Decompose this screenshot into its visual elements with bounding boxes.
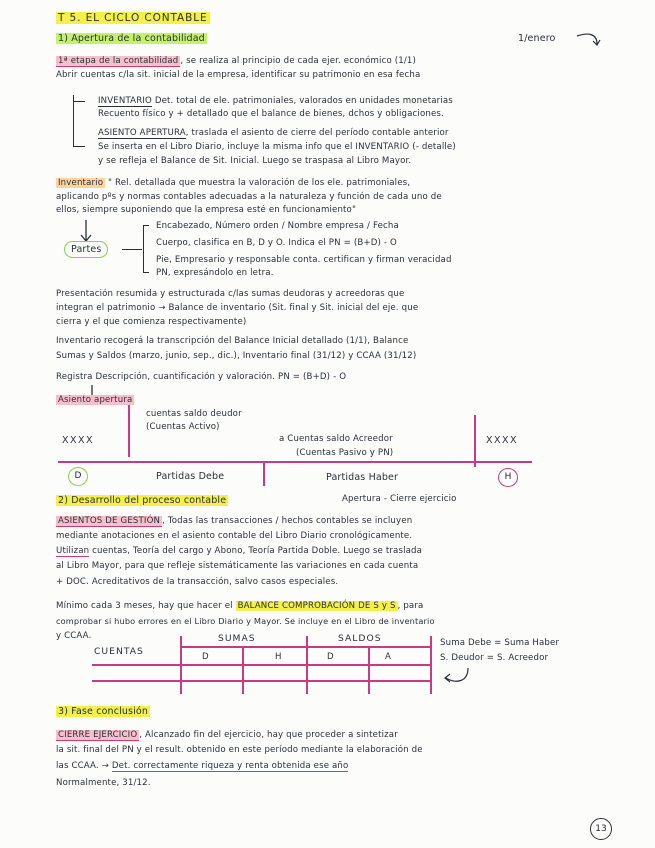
- presentacion-line-2: integran el patrimonio → Balance de inventario (Sit. final y Sit. inicial del eje. que: [56, 303, 419, 313]
- gestion-line-2: mediante anotaciones en el asiento contable del Libro Diario cronológicamente.: [56, 531, 413, 541]
- section-3-heading: [56, 706, 150, 717]
- asiento-def-2: Se inserta en el Libro Diario, incluye la misma info que el INVENTARIO (- detalle): [98, 142, 456, 152]
- partes-label: Partes: [71, 244, 102, 255]
- haber-circle: [498, 468, 518, 487]
- haber-circle-text: H: [504, 472, 512, 482]
- partes-item-encabezado: Encabezado, Número orden / Nombre empresa / Fecha: [156, 221, 399, 231]
- stage-lead: 1ª etapa de la contabilidad: [58, 56, 179, 66]
- section-2-heading-text: 2) Desarrollo del proceso contable: [58, 495, 227, 506]
- gestion-line-5: + DOC. Acreditativos de la transacción, salvo casos especiales.: [56, 577, 339, 587]
- asiento-apertura-heading: [56, 395, 134, 406]
- presentacion-line-1: Presentación resumida y estructurada c/las sumas deudoras y acreedoras que: [56, 289, 405, 299]
- stage-line-2: Abrir cuentas c/la sit. inicial de la empresa, identificar su patrimonio en esa fecha: [56, 70, 421, 80]
- table-note-2: S. Deudor = S. Acreedor: [440, 653, 549, 663]
- date-arrow-icon: [575, 30, 605, 50]
- asiento-credit-title: a Cuentas saldo Acreedor: [279, 434, 393, 444]
- balance-line-3: y CCAA.: [56, 631, 92, 641]
- table-col-5: [430, 636, 432, 694]
- table-line-2: [92, 664, 430, 666]
- partes-item-cuerpo: Cuerpo, clasifica en B, D y O. Indica el PN = (B+D) - O: [156, 238, 397, 248]
- cierre-line-4: Normalmente, 31/12.: [56, 778, 151, 788]
- section-1-heading: [56, 33, 207, 44]
- asiento-left-divider: [128, 405, 130, 457]
- table-col-2: [242, 648, 244, 694]
- partes-item-pie: Pie, Empresario y responsable conta. certifican y firman veracidad: [156, 255, 452, 265]
- page-number-text: 13: [595, 824, 607, 834]
- inventario-quote-rest: " Rel. detallada que muestra la valoración de los ele. patrimoniales,: [105, 178, 411, 188]
- table-note-1: Suma Debe = Suma Haber: [440, 638, 560, 648]
- registra-line: Registra Descripción, cuantificación y valoración. PN = (B+D) - O: [56, 372, 347, 382]
- partes-brace: [143, 225, 144, 273]
- stage-line-1: [56, 56, 416, 67]
- balance-highlight: BALANCE COMPROBACIÓN DE S y S: [237, 601, 396, 611]
- date-note: 1/enero: [518, 33, 556, 44]
- balance-line-1: [56, 601, 423, 612]
- down-arrow-icon: [79, 219, 93, 243]
- th-sumas-h: H: [275, 652, 282, 662]
- th-sumas: SUMAS: [218, 633, 256, 644]
- inventario-rest: Det. total de ele. patrimoniales, valorados en unidades monetarias: [151, 96, 453, 106]
- section-3-heading-text: 3) Fase conclusión: [58, 706, 149, 717]
- balance-line-1-a: Mínimo cada 3 meses, hay que hacer el: [56, 601, 236, 611]
- partidas-debe: Partidas Debe: [156, 471, 225, 482]
- th-saldos-d: D: [327, 652, 334, 662]
- cierre-line-3: [56, 761, 348, 772]
- gestion-lead: ASIENTOS DE GESTIÓN: [58, 516, 161, 526]
- partidas-haber: Partidas Haber: [326, 472, 399, 483]
- asiento-credit-sub: (Cuentas Pasivo y PN): [296, 448, 394, 458]
- bracket-tick-1: [73, 101, 85, 102]
- stage-rest: , se realiza al principio de cada ejer. económico (1/1): [180, 56, 417, 66]
- partidas-divider: [263, 462, 265, 486]
- section-2-side-note: Apertura - Cierre ejercicio: [342, 494, 457, 504]
- gestion-line-3-rest: cuentas, Teoría del cargo y Abono, Teoría Partida Doble. Luego se traslada: [89, 546, 423, 556]
- th-saldos: SALDOS: [338, 633, 382, 644]
- inventario-quote-1: [56, 178, 410, 189]
- curved-arrow-icon: [442, 666, 472, 688]
- table-col-4: [368, 648, 370, 694]
- bracket-line: [73, 95, 74, 147]
- inventario-def-1: [98, 96, 453, 107]
- asiento-lead: ASIENTO APERTURA: [98, 128, 186, 138]
- debe-circle-text: D: [74, 471, 82, 481]
- cierre-line-2: la sit. final del PN y el result. obtenido en este período mediante la elaboración de: [56, 745, 423, 755]
- table-line-1: [180, 646, 430, 648]
- bracket-tick-2: [73, 146, 85, 147]
- gestion-utilizan: Utilizan: [56, 546, 90, 556]
- balance-line-1-b: , para: [397, 601, 424, 611]
- title-text: T 5. EL CICLO CONTABLE: [58, 12, 208, 24]
- inventario-def-2: Recuento físico y + detallado que el balance de bienes, dchos y obligaciones.: [98, 109, 444, 119]
- asiento-baseline: [58, 461, 532, 463]
- asiento-def-1: [98, 128, 449, 139]
- th-cuentas: CUENTAS: [94, 646, 144, 657]
- asiento-rest: , traslada el asiento de cierre del período contable anterior: [185, 128, 449, 138]
- table-line-3: [92, 680, 430, 682]
- page-number: [590, 818, 612, 840]
- gestion-rest: , Todas las transacciones / hechos contables se incluyen: [162, 516, 413, 526]
- gestion-line-3: [56, 546, 422, 557]
- asiento-left-code: XXXX: [62, 435, 95, 446]
- gestion-line-1: [56, 516, 412, 527]
- th-sumas-d: D: [202, 652, 209, 662]
- balance-line-2: comprobar si hubo errores en el Libro Diario y Mayor. Se incluye en el Libro de inventario: [56, 616, 435, 626]
- cierre-rest: , Alcanzado fin del ejercicio, hay que proceder a sintetizar: [139, 730, 398, 740]
- cierre-lead: CIERRE EJERCICIO: [58, 730, 138, 740]
- asiento-apertura-lead: Asiento apertura: [58, 395, 133, 405]
- partes-connector: [122, 249, 142, 250]
- gestion-line-4: al Libro Mayor, para que refleje sistemáticamente las variaciones en cada cuenta: [56, 561, 419, 571]
- cierre-line-1: [56, 730, 398, 741]
- inventario-quote-lead: Inventario: [58, 178, 104, 188]
- cierre-line-3-b: Det. correctamente riqueza y renta obtenida ese año: [111, 761, 349, 771]
- asiento-debit-title: cuentas saldo deudor: [146, 409, 242, 419]
- debe-circle: [68, 467, 88, 486]
- asiento-right-divider: [474, 415, 476, 467]
- th-saldos-a: A: [385, 652, 392, 662]
- section-1-heading-text: 1) Apertura de la contabilidad: [58, 33, 205, 44]
- partes-brace-top: [143, 225, 149, 226]
- recoge-line-2: Sumas y Saldos (marzo, junio, sep., dic.), Inventario final (31/12) y CCAA (31/12): [56, 351, 417, 361]
- table-col-1: [180, 636, 182, 694]
- cierre-line-3-a: las CCAA. →: [56, 761, 112, 771]
- inventario-quote-3: ellos, siempre suponiendo que la empresa esté en funcionamiento": [56, 205, 357, 215]
- inventario-quote-2: aplicando pºs y normas contables adecuadas a la naturaleza y función de cada uno de: [56, 192, 442, 202]
- inventario-lead: INVENTARIO: [98, 96, 152, 106]
- partes-bubble: [64, 241, 108, 258]
- asiento-def-3: y se refleja el Balance de Sit. Inicial. Luego se traspasa al Libro Mayor.: [98, 156, 412, 166]
- partes-brace-bottom: [143, 272, 149, 273]
- presentacion-line-3: cierra y el que comienza respectivamente): [56, 317, 247, 327]
- section-2-heading: [56, 495, 228, 506]
- asiento-right-code: XXXX: [486, 435, 519, 446]
- asiento-debit-sub: (Cuentas Activo): [146, 422, 220, 432]
- partes-item-pn: PN, expresándolo en letra.: [156, 268, 274, 278]
- recoge-line-1: Inventario recogerá la transcripción del Balance Inicial detallado (1/1), Balance: [56, 336, 409, 346]
- page-title: [56, 13, 210, 24]
- table-col-3: [306, 636, 308, 694]
